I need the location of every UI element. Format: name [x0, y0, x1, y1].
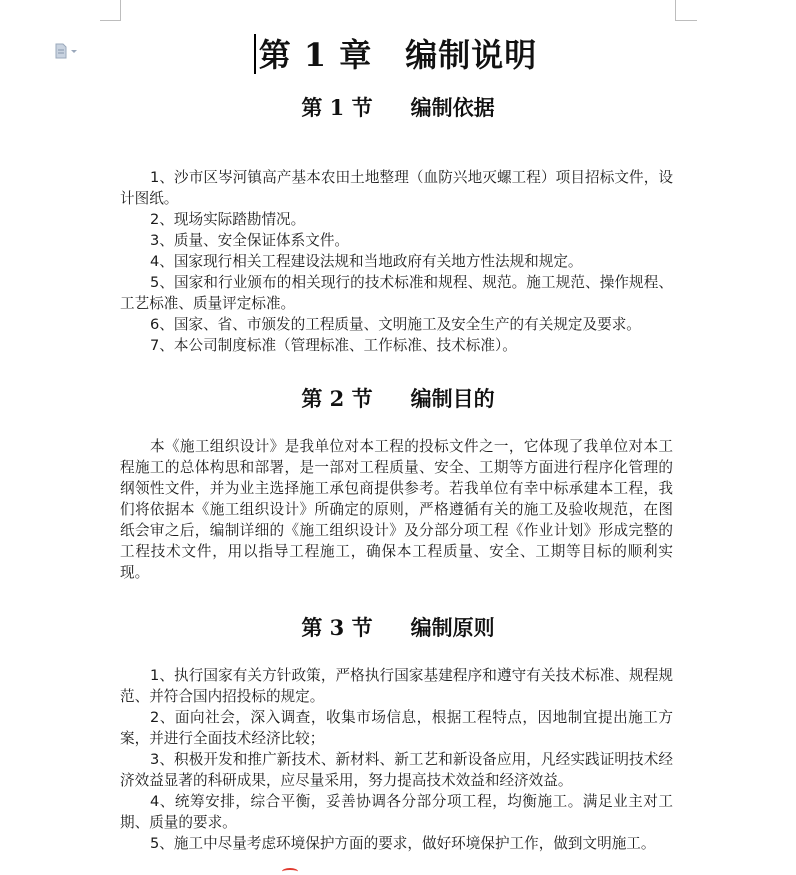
- list-item: 3、质量、安全保证体系文件。: [150, 232, 350, 249]
- section-title-3: [0, 612, 796, 642]
- section-number: 第 2 节: [301, 386, 373, 411]
- section-title-1: [0, 92, 796, 122]
- section-heading: 编制目的: [410, 386, 495, 411]
- spell-check-underline: [282, 868, 298, 875]
- list-item: 4、统筹安排，综合平衡，妥善协调各分部分项工程，均衡施工。满足业主对工期、质量的要求。: [120, 793, 673, 831]
- list-item: 5、施工中尽量考虑环境保护方面的要求，做好环境保护工作，做到文明施工。: [150, 835, 656, 852]
- section-number: 第 1 节: [301, 95, 373, 120]
- corner-mark-top-right: [675, 20, 697, 21]
- section-heading: 编制原则: [410, 615, 495, 640]
- section-body-1: [120, 167, 673, 356]
- corner-mark-top-left: [100, 20, 121, 21]
- paragraph: 本《施工组织设计》是我单位对本工程的投标文件之一，它体现了我单位对本工程施工的总体构思和部署，是一部对工程质量、安全、工期等方面进行程序化管理的纲领性文件，并为业主选择施工承包商提供参考。若我单位有幸中标承建本工程，我们将依据本《施工组织设计》所确定的原则，严格遵循有关的施工及验收规范，在图纸会审之后，编制详细的《施工组织设计》及分部分项工程《作业计划》形成完整的工程技术文件，用以指导工程施工，确保本工程质量、安全、工期等目标的顺利实现。: [120, 438, 673, 581]
- list-item: 1、执行国家有关方针政策，严格执行国家基建程序和遵守有关技术标准、规程规范、并符合国内招投标的规定。: [120, 667, 673, 705]
- list-item: 2、面向社会，深入调查，收集市场信息，根据工程特点，因地制宜提出施工方案，并进行全面技术经济比较；: [120, 709, 673, 747]
- section-body-2: [120, 436, 673, 583]
- list-item: 1、沙市区岑河镇高产基本农田土地整理（血防兴地灭螺工程）项目招标文件，设计图纸。: [120, 169, 673, 207]
- section-number: 第 3 节: [301, 615, 373, 640]
- list-item: 6、国家、省、市颁发的工程质量、文明施工及安全生产的有关规定及要求。: [150, 316, 641, 333]
- corner-mark-top-left: [120, 0, 121, 20]
- list-item: 5、国家和行业颁布的相关现行的技术标准和规程、规范。施工规范、操作规程、工艺标准、质量评定标准。: [120, 274, 673, 312]
- section-heading: 编制依据: [410, 95, 495, 120]
- list-item: 7、本公司制度标准（管理标准、工作标准、技术标准）。: [150, 337, 517, 354]
- section-title-2: [0, 383, 796, 413]
- list-item: 4、国家现行相关工程建设法规和当地政府有关地方性法规和规定。: [150, 253, 583, 270]
- chapter-title: 第 1 章 编制说明: [258, 36, 538, 74]
- corner-mark-top-right: [675, 0, 676, 20]
- list-item: 2、现场实际踏勘情况。: [150, 211, 306, 228]
- section-body-3: [120, 665, 673, 854]
- list-item: 3、积极开发和推广新技术、新材料、新工艺和新设备应用，凡经实践证明技术经济效益显著的科研成果，应尽量采用，努力提高技术效益和经济效益。: [120, 751, 673, 789]
